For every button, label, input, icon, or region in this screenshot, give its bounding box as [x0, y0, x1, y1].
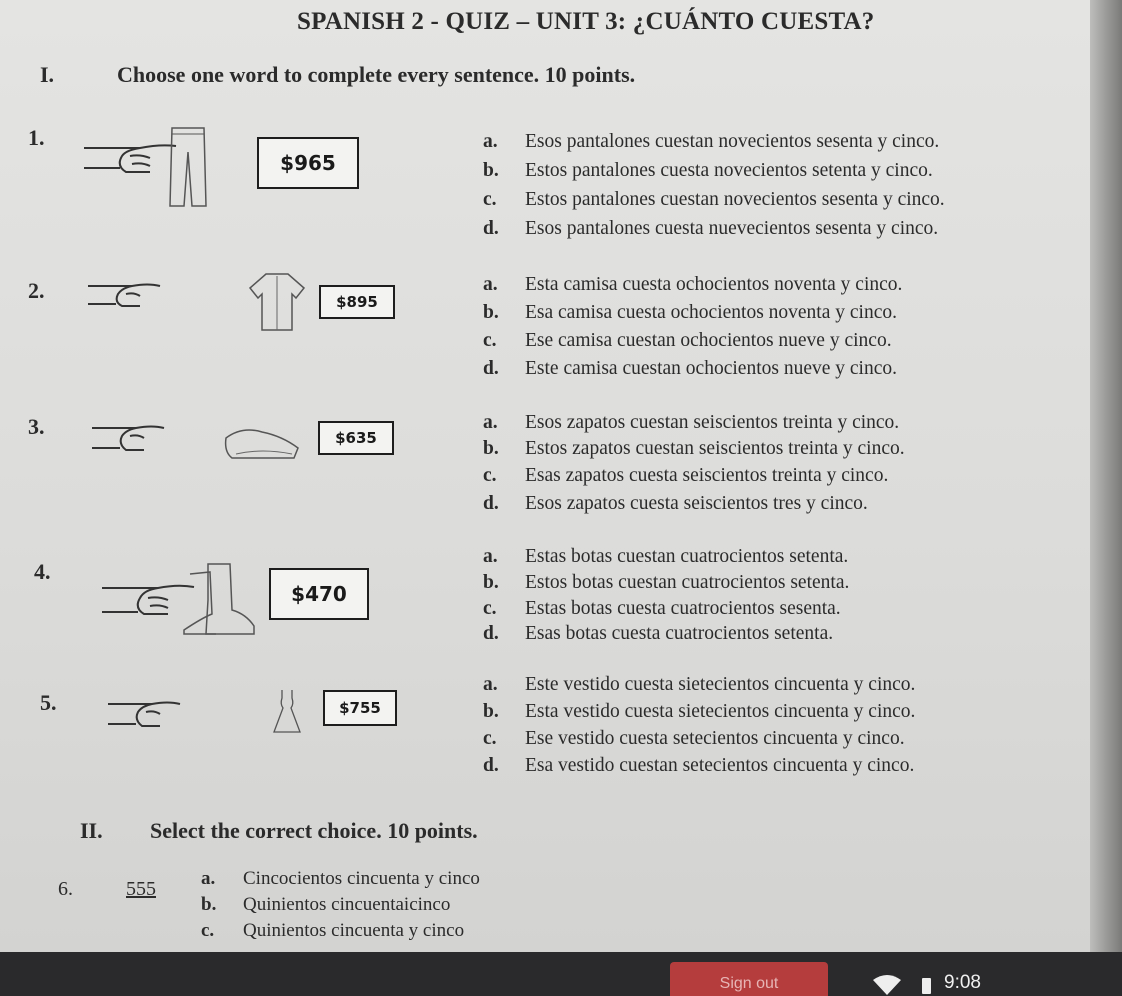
question-6-number: 6. — [58, 878, 73, 900]
option-letter: d. — [483, 493, 499, 514]
screen-edge — [1090, 0, 1122, 996]
option-letter: a. — [483, 131, 498, 152]
option-text: Estas botas cuestan cuatrocientos setenta. — [525, 546, 849, 567]
option-letter: c. — [483, 465, 497, 486]
option-text: Este vestido cuesta sietecientos cincuenta y cinco. — [525, 674, 916, 695]
section-2-numeral: II. — [80, 818, 103, 843]
option-letter: b. — [483, 438, 499, 459]
pants-icon — [168, 124, 208, 208]
question-4-option-d[interactable] — [483, 623, 833, 645]
option-text: Estos pantalones cuestan novecientos sesenta y cinco. — [525, 189, 945, 210]
question-2-option-a[interactable] — [483, 274, 902, 296]
option-text: Esos zapatos cuestan seiscientos treinta y cinco. — [525, 412, 900, 433]
question-4-option-c[interactable] — [483, 598, 841, 620]
option-letter: c. — [483, 728, 497, 749]
option-letter: a. — [483, 412, 498, 433]
price-tag: $755 — [323, 690, 397, 726]
option-text: Estas botas cuesta cuatrocientos sesenta. — [525, 598, 841, 619]
question-4-option-a[interactable] — [483, 546, 848, 568]
option-letter: c. — [201, 920, 215, 941]
option-letter: d. — [483, 358, 499, 379]
shirt-icon — [248, 270, 306, 332]
question-5-number: 5. — [40, 690, 57, 715]
question-6-option-b[interactable] — [201, 894, 450, 916]
option-text: Esos pantalones cuesta nuevecientos sesenta y cinco. — [525, 218, 939, 239]
question-3-option-d[interactable] — [483, 493, 868, 515]
option-text: Cincocientos cincuenta y cinco — [243, 868, 480, 889]
question-1-number: 1. — [28, 125, 45, 150]
option-text: Esos zapatos cuesta seiscientos tres y cinco. — [525, 493, 868, 514]
option-text: Esas zapatos cuesta seiscientos treinta y cinco. — [525, 465, 889, 486]
option-text: Esa vestido cuestan setecientos cincuenta y cinco. — [525, 755, 915, 776]
option-letter: a. — [483, 546, 498, 567]
option-letter: d. — [483, 623, 499, 644]
option-text: Esta camisa cuesta ochocientos noventa y cinco. — [525, 274, 903, 295]
section-1-instruction: Choose one word to complete every sentence. 10 points. — [117, 62, 636, 87]
option-text: Estos botas cuestan cuatrocientos setenta. — [525, 572, 850, 593]
option-letter: a. — [201, 868, 216, 889]
option-text: Ese vestido cuesta setecientos cincuenta y cinco. — [525, 728, 905, 749]
wifi-icon[interactable] — [872, 974, 902, 996]
question-5-option-a[interactable] — [483, 674, 915, 696]
option-letter: b. — [483, 701, 499, 722]
option-letter: a. — [483, 274, 498, 295]
dress-icon — [272, 688, 302, 736]
option-text: Estos pantalones cuesta novecientos setenta y cinco. — [525, 160, 933, 181]
option-letter: b. — [483, 302, 499, 323]
question-5-option-b[interactable] — [483, 701, 915, 723]
option-letter: b. — [483, 572, 499, 593]
boots-icon — [180, 560, 258, 638]
question-1-option-c[interactable] — [483, 189, 945, 211]
option-letter: b. — [483, 160, 499, 181]
page-title: SPANISH 2 - QUIZ – UNIT 3: ¿CUÁNTO CUESTA? — [297, 8, 875, 35]
option-text: Estos zapatos cuestan seiscientos treinta y cinco. — [525, 438, 905, 459]
option-text: Esta vestido cuesta sietecientos cincuenta y cinco. — [525, 701, 916, 722]
option-text: Este camisa cuestan ochocientos nueve y cinco. — [525, 358, 897, 379]
price-tag: $965 — [257, 137, 359, 189]
option-text: Esos pantalones cuestan novecientos sesenta y cinco. — [525, 131, 940, 152]
option-text: Esa camisa cuesta ochocientos noventa y cinco. — [525, 302, 897, 323]
price-tag: $470 — [269, 568, 369, 620]
pointing-hand-icon — [84, 278, 164, 314]
pointing-hand-icon — [88, 420, 168, 458]
price-tag: $895 — [319, 285, 395, 319]
question-2-option-c[interactable] — [483, 330, 892, 352]
question-1-option-a[interactable] — [483, 131, 939, 153]
question-6-option-a[interactable] — [201, 868, 480, 890]
option-text: Quinientos cincuenta y cinco — [243, 920, 465, 941]
pointing-hand-icon — [104, 696, 184, 734]
question-3-number: 3. — [28, 414, 45, 439]
question-3-option-a[interactable] — [483, 412, 899, 434]
shoes-icon — [222, 418, 302, 468]
question-5-option-d[interactable] — [483, 755, 914, 777]
option-letter: c. — [483, 189, 497, 210]
question-5-option-c[interactable] — [483, 728, 905, 750]
question-2-number: 2. — [28, 278, 45, 303]
question-4-option-b[interactable] — [483, 572, 849, 594]
question-3-option-c[interactable] — [483, 465, 888, 487]
question-3-option-b[interactable] — [483, 438, 905, 460]
clock[interactable]: 9:08 — [944, 972, 981, 993]
question-2-option-b[interactable] — [483, 302, 897, 324]
question-6-value: 555 — [126, 878, 156, 900]
section-2-instruction: Select the correct choice. 10 points. — [150, 818, 478, 843]
option-text: Quinientos cincuentaicinco — [243, 894, 451, 915]
sign-out-button[interactable]: Sign out — [670, 962, 828, 996]
question-1-option-b[interactable] — [483, 160, 933, 182]
option-letter: d. — [483, 755, 499, 776]
question-6-option-c[interactable] — [201, 920, 464, 942]
question-4-number: 4. — [34, 559, 51, 584]
section-1-numeral: I. — [40, 62, 55, 87]
option-text: Esas botas cuesta cuatrocientos setenta. — [525, 623, 834, 644]
question-2-option-d[interactable] — [483, 358, 897, 380]
question-1-option-d[interactable] — [483, 218, 938, 240]
option-letter: b. — [201, 894, 217, 915]
option-letter: a. — [483, 674, 498, 695]
price-tag: $635 — [318, 421, 394, 455]
battery-icon[interactable] — [922, 978, 931, 994]
option-letter: c. — [483, 598, 497, 619]
option-letter: c. — [483, 330, 497, 351]
option-text: Ese camisa cuestan ochocientos nueve y cinco. — [525, 330, 892, 351]
option-letter: d. — [483, 218, 499, 239]
pointing-hand-icon — [80, 136, 180, 180]
